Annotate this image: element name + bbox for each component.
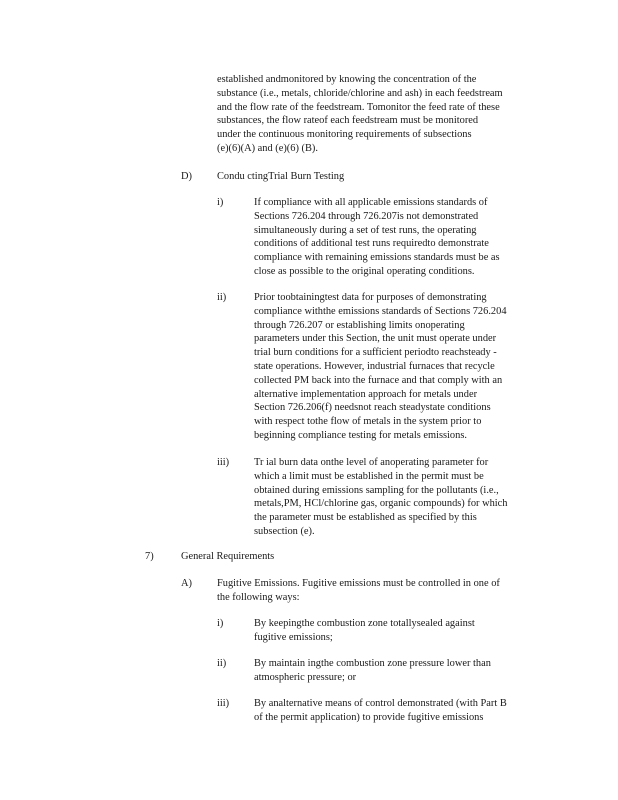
item-label: iii): [217, 698, 230, 709]
paragraph-line: beginning compliance testing for metals emissions.: [254, 429, 467, 441]
paragraph-line: collected PM back into the furnace and that comply with an: [254, 374, 503, 386]
section-d-item-ii-text: [254, 291, 507, 443]
paragraph-line: through 726.207 or establishing limits onoperating: [254, 319, 465, 331]
intro-line: and the flow rate of the feedstream. Tomonitor the feed rate of these: [217, 101, 500, 113]
subsection-a-text: [217, 577, 500, 605]
item-label: ii): [217, 658, 227, 669]
paragraph-line: subsection (e).: [254, 525, 315, 537]
paragraph-line: obtained during emissions sampling for the pollutants (i.e.,: [254, 484, 499, 496]
intro-line: under the continuous monitoring requirements of subsections: [217, 129, 472, 141]
subsection-a-item-i-text: [254, 617, 475, 645]
item-label: iii): [217, 457, 230, 468]
paragraph-line: fugitive emissions;: [254, 631, 333, 643]
subsection-a-item-iii-text: [254, 697, 507, 725]
item-label: i): [217, 618, 224, 629]
paragraph-line: compliance with remaining emissions standards must be as: [254, 252, 500, 264]
section-d-label: D): [181, 171, 192, 182]
section-7-heading: General Requirements: [181, 551, 275, 562]
paragraph-line: If compliance with all applicable emissions standards of: [254, 197, 488, 208]
paragraph-line: By analternative means of control demonstrated (with Part B: [254, 698, 507, 709]
section-d-item-i-text: [254, 196, 500, 279]
paragraph-line: the following ways:: [217, 591, 300, 603]
item-label: i): [217, 197, 224, 208]
subsection-a-item-ii-text: [254, 657, 491, 685]
paragraph-line: Tr ial burn data onthe level of anoperating parameter for: [254, 457, 489, 468]
paragraph-line: state operations. However, industrial furnaces that recycle: [254, 360, 495, 372]
paragraph-line: Section 726.206(f) needsnot reach steadystate conditions: [254, 402, 491, 414]
paragraph-line: compliance withthe emissions standards of Sections 726.204: [254, 305, 507, 317]
paragraph-line: atmospheric pressure; or: [254, 671, 357, 683]
paragraph-line: alternative implementation approach for metals under: [254, 388, 478, 400]
paragraph-line: By maintain ingthe combustion zone pressure lower than: [254, 658, 491, 669]
paragraph-line: of the permit application) to provide fugitive emissions: [254, 711, 484, 723]
paragraph-line: conditions of additional test runs requiredto demonstrate: [254, 238, 489, 250]
paragraph-line: with respect tothe flow of metals in the system prior to: [254, 416, 482, 428]
paragraph-line: the parameter must be established as specified by this: [254, 512, 477, 524]
section-7-label: 7): [145, 551, 154, 562]
paragraph-line: By keepingthe combustion zone totallysealed against: [254, 618, 475, 629]
paragraph-line: metals,PM, HCl/chlorine gas, organic compounds) for which: [254, 498, 508, 510]
paragraph-line: Sections 726.204 through 726.207is not demonstrated: [254, 210, 479, 222]
paragraph-line: simultaneously during a set of test runs, the operating: [254, 224, 477, 236]
intro-paragraph: [217, 73, 503, 156]
intro-line: (e)(6)(A) and (e)(6) (B).: [217, 142, 318, 154]
section-d-item-iii-text: [254, 456, 507, 539]
section-d-heading: Condu ctingTrial Burn Testing: [217, 171, 345, 182]
paragraph-line: parameters under this Section, the unit must operate under: [254, 333, 497, 345]
paragraph-line: trial burn conditions for a sufficient periodto reachsteady -: [254, 347, 497, 359]
paragraph-line: Prior toobtainingtest data for purposes of demonstrating: [254, 292, 487, 303]
item-label: ii): [217, 292, 227, 303]
paragraph-line: Fugitive Emissions. Fugitive emissions must be controlled in one of: [217, 578, 500, 589]
subsection-a-label: A): [181, 578, 192, 589]
intro-line: established andmonitored by knowing the concentration of the: [217, 74, 477, 85]
intro-line: substances, the flow rateof each feedstream must be monitored: [217, 115, 479, 127]
intro-line: substance (i.e., metals, chloride/chlorine and ash) in each feedstream: [217, 87, 503, 99]
paragraph-line: which a limit must be established in the permit must be: [254, 470, 484, 482]
paragraph-line: close as possible to the original operating conditions.: [254, 265, 475, 277]
